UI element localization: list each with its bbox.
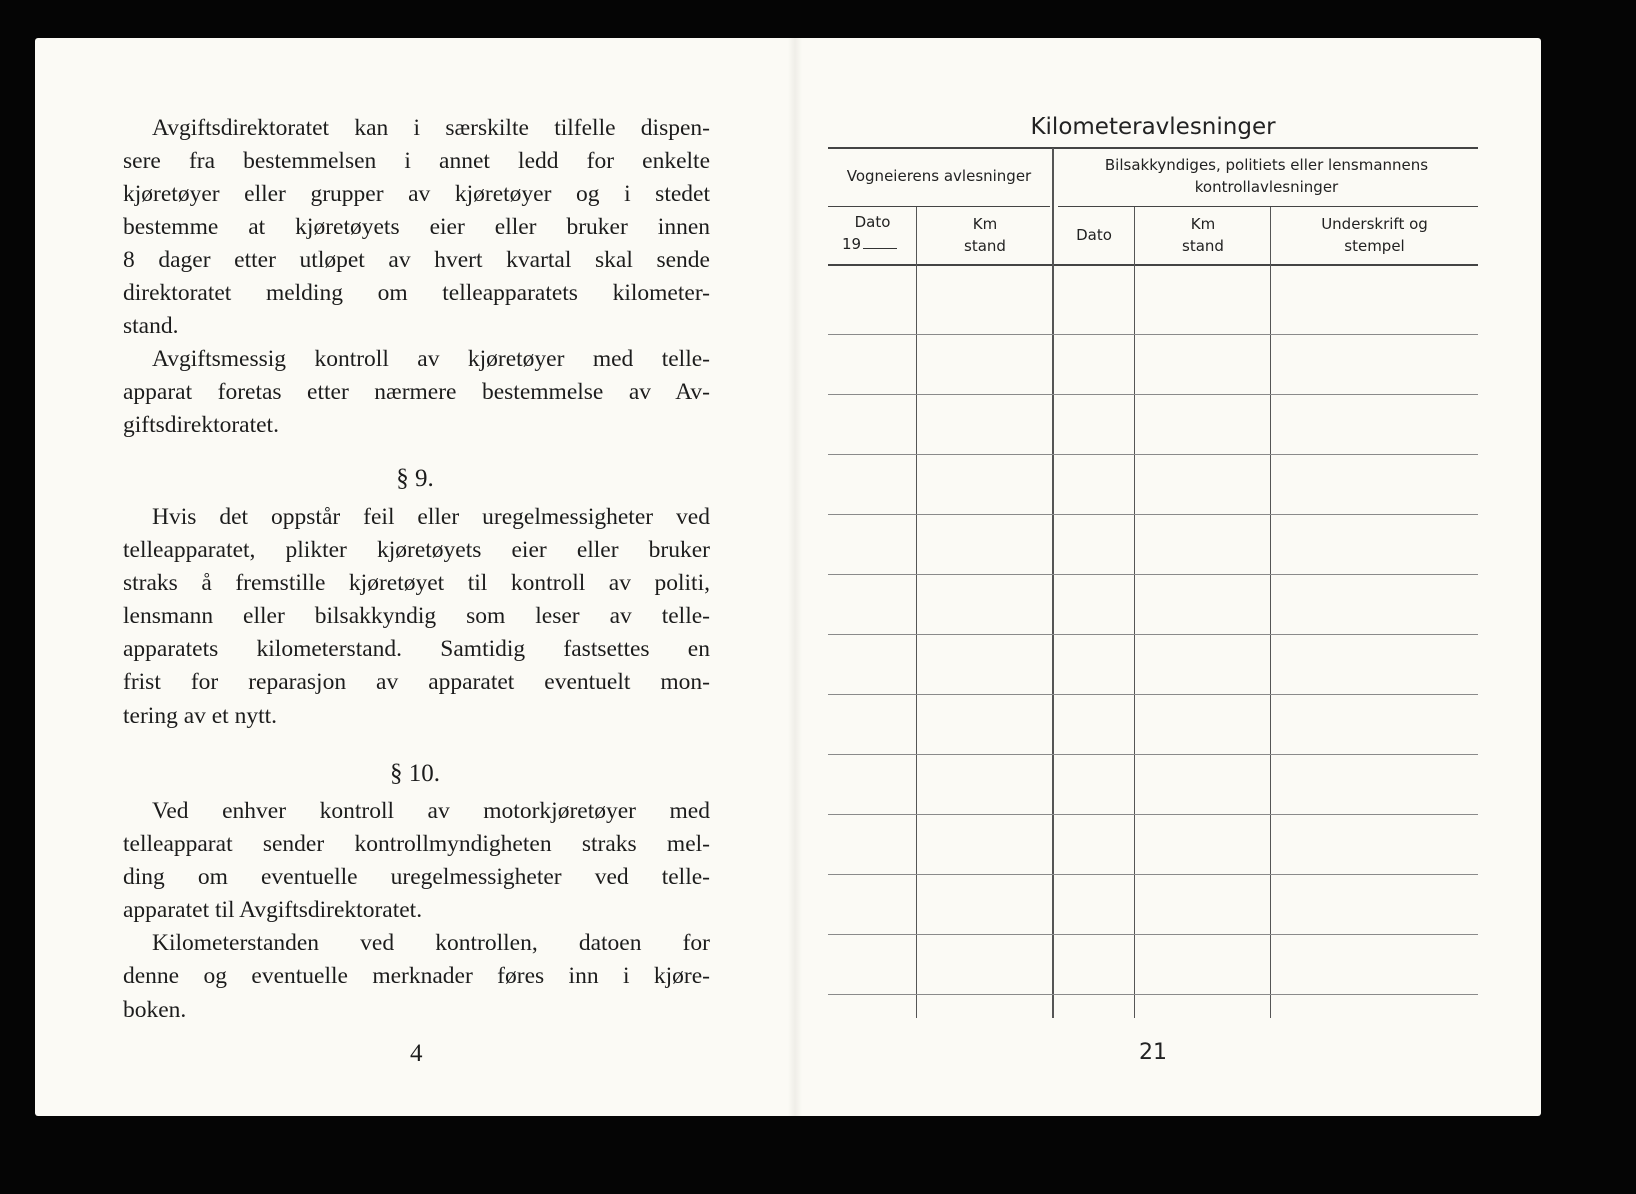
table-row-rule xyxy=(828,694,1478,695)
table-row-rule xyxy=(828,994,1478,995)
km-label: Km xyxy=(972,215,998,233)
group-divider xyxy=(1052,148,1054,1018)
column-divider xyxy=(916,207,917,1018)
table-row-rule xyxy=(828,574,1478,575)
text-line: lensmann eller bilsakkyndig som leser av telle- xyxy=(123,603,710,629)
table-row-rule xyxy=(828,454,1478,455)
table-row-rule xyxy=(828,754,1478,755)
header-control-line1: Bilsakkyndiges, politiets eller lensmannens xyxy=(1104,156,1429,174)
text-line: apparatet til Avgiftsdirektoratet. xyxy=(123,897,423,923)
header-control-readings xyxy=(1055,154,1478,198)
page-number-left: 4 xyxy=(410,1040,423,1067)
text-line: telleapparatet, plikter kjøretøyets eier eller bruker xyxy=(123,537,710,563)
signature-label: Underskrift og xyxy=(1321,215,1428,233)
text-line: apparat foretas etter nærmere bestemmelse av Av- xyxy=(123,379,710,405)
header-control-line2: kontrollavlesninger xyxy=(1194,178,1339,196)
text-line: Avgiftsmessig kontroll av kjøretøyer med telle- xyxy=(152,346,710,372)
text-line: 8 dager etter utløpet av hvert kvartal skal sende xyxy=(123,247,710,273)
text-line: stand. xyxy=(123,313,179,339)
text-line: ding om eventuelle uregelmessigheter ved telle- xyxy=(123,864,710,890)
header-bottom-rule xyxy=(828,264,1478,266)
stand-label: stand xyxy=(1182,237,1224,255)
header-rule xyxy=(828,206,1050,207)
text-line: straks å fremstille kjøretøyet til kontroll av politi, xyxy=(123,570,710,596)
section-heading-10: § 10. xyxy=(390,760,440,787)
text-line: tering av et nytt. xyxy=(123,703,278,729)
table-row-rule xyxy=(828,514,1478,515)
stand-label: stand xyxy=(964,237,1006,255)
page-fold xyxy=(788,38,802,1116)
table-row-rule xyxy=(828,934,1478,935)
year-field xyxy=(828,233,917,255)
section-heading-9: § 9. xyxy=(396,465,434,492)
text-line: denne og eventuelle merknader føres inn i kjøre- xyxy=(123,963,710,989)
text-line: kjøretøyer eller grupper av kjøretøyer og i stedet xyxy=(123,181,710,207)
text-line: Ved enhver kontroll av motorkjøretøyer med xyxy=(152,798,710,824)
header-dato-control: Dato xyxy=(1076,226,1112,244)
header-dato-owner xyxy=(828,211,917,255)
stamp-label: stempel xyxy=(1344,237,1405,255)
text-line: telleapparat sender kontrollmyndigheten straks mel- xyxy=(123,831,710,857)
text-line: giftsdirektoratet. xyxy=(123,412,279,438)
text-line: boken. xyxy=(123,997,187,1023)
header-owner-readings: Vogneierens avlesninger xyxy=(846,167,1032,185)
header-signature xyxy=(1271,213,1478,257)
text-line: apparatets kilometerstand. Samtidig fastsettes en xyxy=(123,636,710,662)
year-prefix: 19 xyxy=(842,235,862,253)
header-km-control xyxy=(1135,213,1271,257)
table-row-rule xyxy=(828,874,1478,875)
table-row-rule xyxy=(828,814,1478,815)
column-divider xyxy=(1134,207,1135,1018)
text-line: sere fra bestemmelsen i annet ledd for enkelte xyxy=(123,148,710,174)
text-line: frist for reparasjon av apparatet eventuelt mon- xyxy=(123,669,710,695)
km-label: Km xyxy=(1190,215,1216,233)
table-row-rule xyxy=(828,394,1478,395)
table-row-rule xyxy=(828,634,1478,635)
table-top-rule xyxy=(828,147,1478,149)
table-row-rule xyxy=(828,334,1478,335)
header-rule xyxy=(1058,206,1478,207)
text-line: Avgiftsdirektoratet kan i særskilte tilfelle dispen- xyxy=(152,115,710,141)
dato-label: Dato xyxy=(854,213,891,231)
header-km-owner xyxy=(917,213,1053,257)
column-divider xyxy=(1270,207,1271,1018)
table-title: Kilometeravlesninger xyxy=(1030,114,1276,140)
text-line: bestemme at kjøretøyets eier eller bruker innen xyxy=(123,214,710,240)
text-line: direktoratet melding om telleapparatets kilometer- xyxy=(123,280,710,306)
page-number-right: 21 xyxy=(1139,1040,1167,1065)
text-line: Hvis det oppstår feil eller uregelmessigheter ved xyxy=(152,504,710,530)
text-line: Kilometerstanden ved kontrollen, datoen for xyxy=(152,930,710,956)
